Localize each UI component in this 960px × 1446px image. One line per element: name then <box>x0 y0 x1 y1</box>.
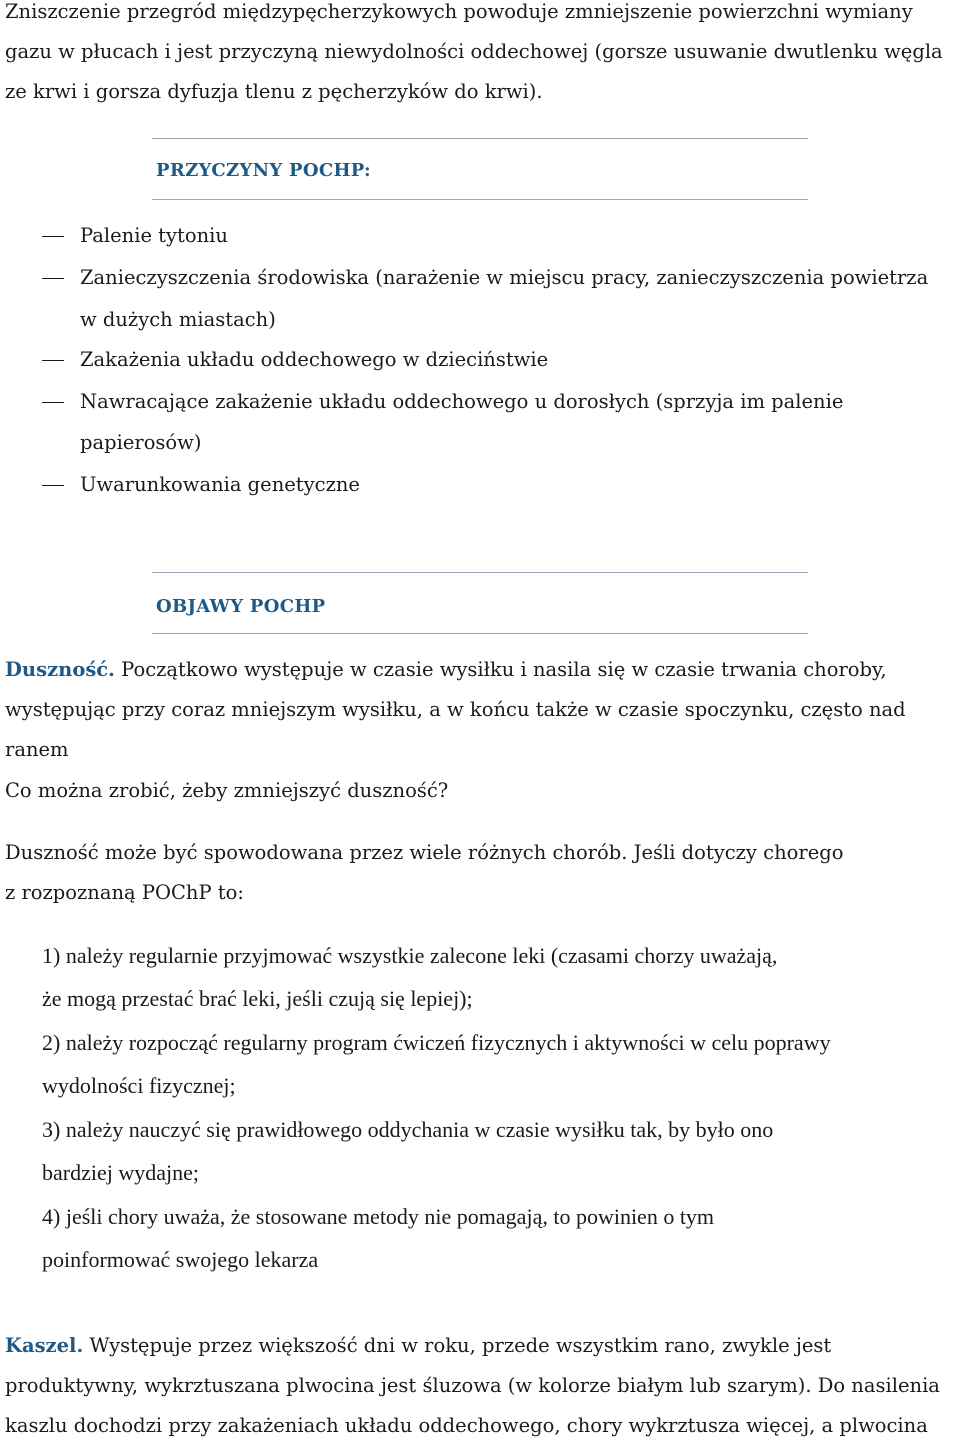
cough-line-2: produktywny, wykrztuszana plwocina jest śluzowa (w kolorze białym lub szarym). Do nasilenia <box>5 1374 940 1397</box>
cause-item-5: Uwarunkowania genetyczne <box>80 473 360 496</box>
heading-rule-top <box>152 138 808 139</box>
cough-line-3: kaszlu dochodzi przy zakażeniach układu oddechowego, chory wykrztusza więcej, a plwocina <box>5 1414 928 1437</box>
list-dash <box>42 402 64 403</box>
heading-rule-top <box>152 572 808 573</box>
dyspnea-lead: Duszność. <box>5 658 115 681</box>
dyspnea-answer-line-1: Duszność może być spowodowana przez wiele różnych chorób. Jeśli dotyczy chorego <box>5 841 844 864</box>
step-3: 3) należy nauczyć się prawidłowego oddychania w czasie wysiłku tak, by było ono <box>42 1117 774 1142</box>
cause-item-3: Zakażenia układu oddechowego w dzieciństwie <box>80 348 549 371</box>
step-2-cont: wydolności fizycznej; <box>42 1073 236 1098</box>
cause-item-4-cont: papierosów) <box>80 431 202 454</box>
cause-item-2: Zanieczyszczenia środowiska (narażenie w miejscu pracy, zanieczyszczenia powietrza <box>80 266 929 289</box>
list-dash <box>42 360 64 361</box>
cause-item-2-cont: w dużych miastach) <box>80 308 276 331</box>
heading-rule-bottom <box>152 199 808 200</box>
step-1: 1) należy regularnie przyjmować wszystkie zalecone leki (czasami chorzy uważają, <box>42 943 778 968</box>
intro-line-3: ze krwi i gorsza dyfuzja tlenu z pęcherzyków do krwi). <box>5 80 543 103</box>
cough-text: Występuje przez większość dni w roku, przede wszystkim rano, zwykle jest <box>83 1334 832 1357</box>
list-dash <box>42 236 64 237</box>
dyspnea-line-3: ranem <box>5 738 69 761</box>
intro-line-2: gazu w płucach i jest przyczyną niewydolności oddechowej (gorsze usuwanie dwutlenku węgla <box>5 40 943 63</box>
cough-lead: Kaszel. <box>5 1334 84 1357</box>
dyspnea-answer-line-2: z rozpoznaną POChP to: <box>5 881 244 904</box>
heading-rule-bottom <box>152 633 808 634</box>
dyspnea-text: Początkowo występuje w czasie wysiłku i nasila się w czasie trwania choroby, <box>114 658 887 681</box>
cause-item-1: Palenie tytoniu <box>80 224 228 247</box>
causes-heading: PRZYCZYNY POCHP: <box>156 160 371 181</box>
dyspnea-question: Co można zrobić, żeby zmniejszyć duszność? <box>5 779 449 802</box>
step-2: 2) należy rozpocząć regularny program ćwiczeń fizycznych i aktywności w celu poprawy <box>42 1030 831 1055</box>
step-4-cont: poinformować swojego lekarza <box>42 1247 319 1272</box>
dyspnea-line-2: występując przy coraz mniejszym wysiłku, a w końcu także w czasie spoczynku, często nad <box>5 698 906 721</box>
step-1-cont: że mogą przestać brać leki, jeśli czują się lepiej); <box>42 986 473 1011</box>
dyspnea-line-1 <box>5 650 955 690</box>
intro-line-1: Zniszczenie przegród międzypęcherzykowych powoduje zmniejszenie powierzchni wymiany <box>5 0 913 23</box>
cough-line-1 <box>5 1326 955 1366</box>
list-dash <box>42 485 64 486</box>
list-dash <box>42 278 64 279</box>
step-4: 4) jeśli chory uważa, że stosowane metody nie pomagają, to powinien o tym <box>42 1204 715 1229</box>
cause-item-4: Nawracające zakażenie układu oddechowego u dorosłych (sprzyja im palenie <box>80 390 844 413</box>
step-3-cont: bardziej wydajne; <box>42 1160 199 1185</box>
symptoms-heading: OBJAWY POCHP <box>156 596 326 617</box>
